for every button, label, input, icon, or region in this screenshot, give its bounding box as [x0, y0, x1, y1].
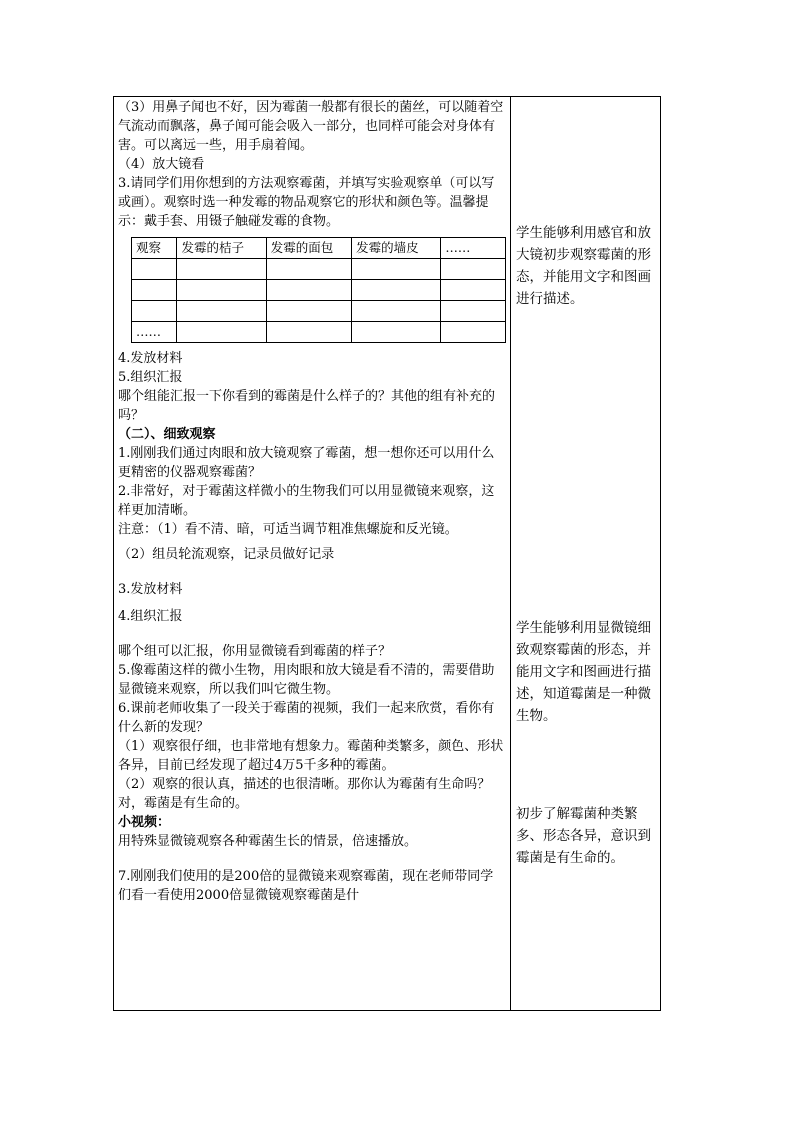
table-cell — [441, 280, 506, 301]
table-cell — [352, 259, 441, 280]
table-cell — [132, 259, 177, 280]
table-cell — [132, 301, 177, 322]
column-divider — [510, 96, 511, 1011]
table-header-cell: 发霉的桔子 — [177, 238, 266, 259]
report-question: 哪个组能汇报一下你看到的霉菌是什么样子的？其他的组有补充的吗？ — [118, 389, 496, 423]
report-question-2: 哪个组可以汇报，你用显微镜看到霉菌的样子？ — [118, 644, 392, 659]
table-header-cell: 发霉的墙皮 — [352, 238, 441, 259]
step-distribute-materials-2: 3.发放材料 — [118, 582, 183, 597]
table-cell — [266, 280, 351, 301]
design-intent-note-3: 初步了解霉菌种类繁多、形态各异，意识到霉菌是有生命的。 — [516, 806, 651, 866]
step-microscope: 2.非常好，对于霉菌这样微小的生物我们可以用显微镜来观察，这样更加清晰。 — [118, 484, 495, 518]
response-1: （1）观察很仔细，也非常地有想象力。霉菌种类繁多，颜色、形状各异，目前已经发现了超过4万5千多种的霉菌。 — [118, 739, 504, 773]
table-cell — [266, 301, 351, 322]
table-cell — [441, 322, 506, 343]
step-microorganism: 5.像霉菌这样的微小生物，用肉眼和放大镜是看不清的，需要借助显微镜来观察，所以我们叫它微生物。 — [118, 663, 495, 697]
step-observe-instruction: 3.请同学们用你想到的方法观察霉菌，并填写实验观察单（可以写或画）。观察时选一种发霉的物品观察它的形状和颜色等。温馨提示：戴手套、用镊子触碰发霉的食物。 — [118, 176, 495, 229]
step-2000x-microscope: 7.刚刚我们使用的是200倍的显微镜来观察霉菌，现在老师带同学们看一看使用2000倍显微镜观察霉菌是什 — [118, 869, 494, 903]
teaching-process-column — [118, 98, 506, 905]
table-cell — [177, 301, 266, 322]
table-cell — [441, 259, 506, 280]
table-cell — [352, 280, 441, 301]
table-row — [132, 322, 506, 343]
step-smell: （3）用鼻子闻也不好，因为霉菌一般都有很长的菌丝，可以随着空气流动而飘落，鼻子闻可能会吸入一部分，也同样可能会对身体有害。可以离远一些，用手扇着闻。 — [118, 100, 504, 153]
table-cell — [177, 280, 266, 301]
design-intent-note-1: 学生能够利用感官和放大镜初步观察霉菌的形态，并能用文字和图画进行描述。 — [516, 225, 651, 307]
table-cell — [441, 301, 506, 322]
table-row — [132, 280, 506, 301]
step-magnifier: （4）放大镜看 — [118, 157, 205, 172]
table-header-cell: …… — [441, 238, 506, 259]
table-header-row — [132, 238, 506, 259]
step-video: 6.课前老师收集了一段关于霉菌的视频，我们一起来欣赏，看你有什么新的发现？ — [118, 701, 495, 735]
design-intent-note-2: 学生能够利用显微镜细致观察霉菌的形态，并能用文字和图画进行描述，知道霉菌是一种微生物。 — [516, 620, 651, 724]
table-row — [132, 259, 506, 280]
video-description: 用特殊显微镜观察各种霉菌生长的情景，倍速播放。 — [118, 834, 418, 849]
table-cell: …… — [132, 322, 177, 343]
response-2: （2）观察的很认真，描述的也很清晰。那你认为霉菌有生命吗？对，霉菌是有生命的。 — [118, 777, 491, 811]
table-cell — [177, 259, 266, 280]
table-header-cell: 观察 — [132, 238, 177, 259]
step-distribute-materials: 4.发放材料 — [118, 351, 183, 366]
step-report: 5.组织汇报 — [118, 370, 183, 385]
table-cell — [132, 280, 177, 301]
note-take-turns: （2）组员轮流观察，记录员做好记录 — [118, 547, 335, 562]
table-header-cell: 发霉的面包 — [266, 238, 351, 259]
table-cell — [352, 322, 441, 343]
step-precise-instrument: 1.刚刚我们通过肉眼和放大镜观察了霉菌，想一想你还可以用什么更精密的仪器观察霉菌？ — [118, 446, 495, 480]
section-heading-detailed-observation: （二）、细致观察 — [118, 427, 216, 442]
note-adjust-focus: 注意：（1）看不清、暗，可适当调节粗准焦螺旋和反光镜。 — [118, 522, 458, 537]
table-cell — [352, 301, 441, 322]
subheading-short-video: 小视频： — [118, 815, 171, 830]
step-report-2: 4.组织汇报 — [118, 609, 183, 624]
observation-sheet-table — [131, 237, 506, 343]
table-cell — [266, 322, 351, 343]
table-cell — [266, 259, 351, 280]
table-cell — [177, 322, 266, 343]
table-row — [132, 301, 506, 322]
